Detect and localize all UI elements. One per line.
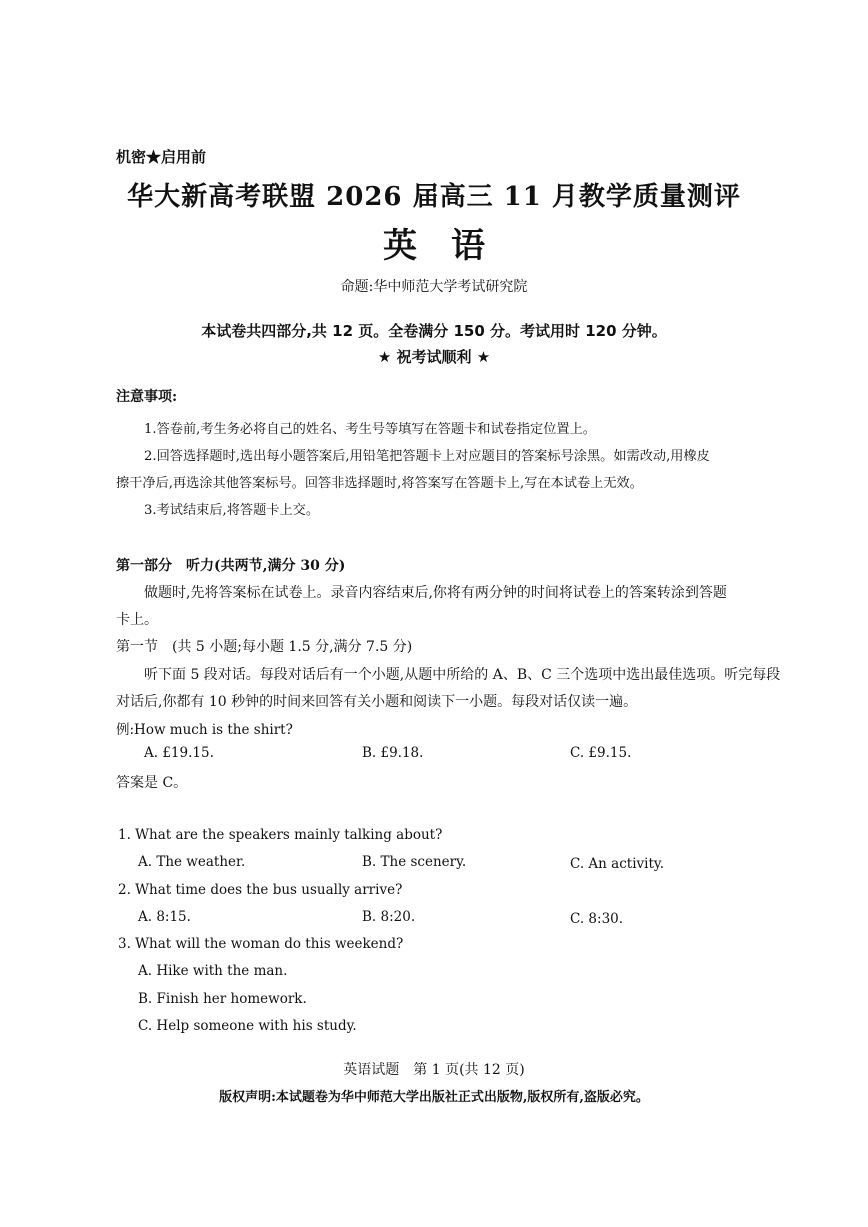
good-luck-line: ★ 祝考试顺利 ★ xyxy=(377,348,491,366)
example-answer: 答案是 C。 xyxy=(116,775,188,791)
notice-item-2-line-2: 擦干净后,再选涂其他答案标号。回答非选择题时,将答案写在答题卡上,写在本试卷上无效。 xyxy=(116,476,643,491)
question-2: 2. What time does the bus usually arrive? xyxy=(118,882,403,898)
page-footer: 英语试题 第 1 页(共 12 页) xyxy=(343,1062,525,1078)
copyright-notice: 版权声明:本试题卷为华中师范大学出版社正式出版物,版权所有,盗版必究。 xyxy=(219,1090,649,1105)
example-question: 例:How much is the shirt? xyxy=(116,722,293,738)
question-1-option-b: B. The scenery. xyxy=(362,854,467,870)
subject-title: 英 语 xyxy=(383,226,485,266)
notice-item-1: 1.答卷前,考生务必将自己的姓名、考生号等填写在答题卡和试卷指定位置上。 xyxy=(144,422,596,437)
notice-item-3: 3.考试结束后,将答题卡上交。 xyxy=(144,503,320,518)
question-3-option-c: C. Help someone with his study. xyxy=(138,1018,357,1034)
question-2-option-a: A. 8:15. xyxy=(138,909,191,925)
question-2-option-c: C. 8:30. xyxy=(570,911,624,927)
section1-instructions-line-1: 听下面 5 段对话。每段对话后有一个小题,从题中所给的 A、B、C 三个选项中选出最佳选项。听完每段 xyxy=(144,667,781,683)
question-1: 1. What are the speakers mainly talking about? xyxy=(118,827,443,843)
question-1-option-a: A. The weather. xyxy=(138,854,246,870)
question-3-option-b: B. Finish her homework. xyxy=(138,991,307,1007)
section1-heading: 第一节 (共 5 小题;每小题 1.5 分,满分 7.5 分) xyxy=(116,639,413,655)
example-option-a: A. £19.15. xyxy=(144,745,214,761)
example-option-c: C. £9.15. xyxy=(570,745,632,761)
part1-intro-line-2: 卡上。 xyxy=(116,612,158,628)
confidential-mark: 机密★启用前 xyxy=(116,148,207,166)
exam-author: 命题:华中师范大学考试研究院 xyxy=(340,279,528,295)
part1-heading: 第一部分 听力(共两节,满分 30 分) xyxy=(116,558,346,574)
notice-heading: 注意事项: xyxy=(116,389,178,405)
question-3-option-a: A. Hike with the man. xyxy=(138,963,288,979)
example-option-b: B. £9.18. xyxy=(362,745,424,761)
question-3: 3. What will the woman do this weekend? xyxy=(118,936,404,952)
question-1-option-c: C. An activity. xyxy=(570,856,665,872)
exam-summary: 本试卷共四部分,共 12 页。全卷满分 150 分。考试用时 120 分钟。 xyxy=(201,322,667,340)
part1-intro-line-1: 做题时,先将答案标在试卷上。录音内容结束后,你将有两分钟的时间将试卷上的答案转涂到答题 xyxy=(144,585,727,601)
notice-item-2-line-1: 2.回答选择题时,选出每小题答案后,用铅笔把答题卡上对应题目的答案标号涂黑。如需改动,用橡皮 xyxy=(144,449,710,464)
exam-title: 华大新高考联盟 2026 届高三 11 月教学质量测评 xyxy=(127,182,741,212)
question-2-option-b: B. 8:20. xyxy=(362,909,416,925)
section1-instructions-line-2: 对话后,你都有 10 秒钟的时间来回答有关小题和阅读下一小题。每段对话仅读一遍。 xyxy=(116,694,638,710)
